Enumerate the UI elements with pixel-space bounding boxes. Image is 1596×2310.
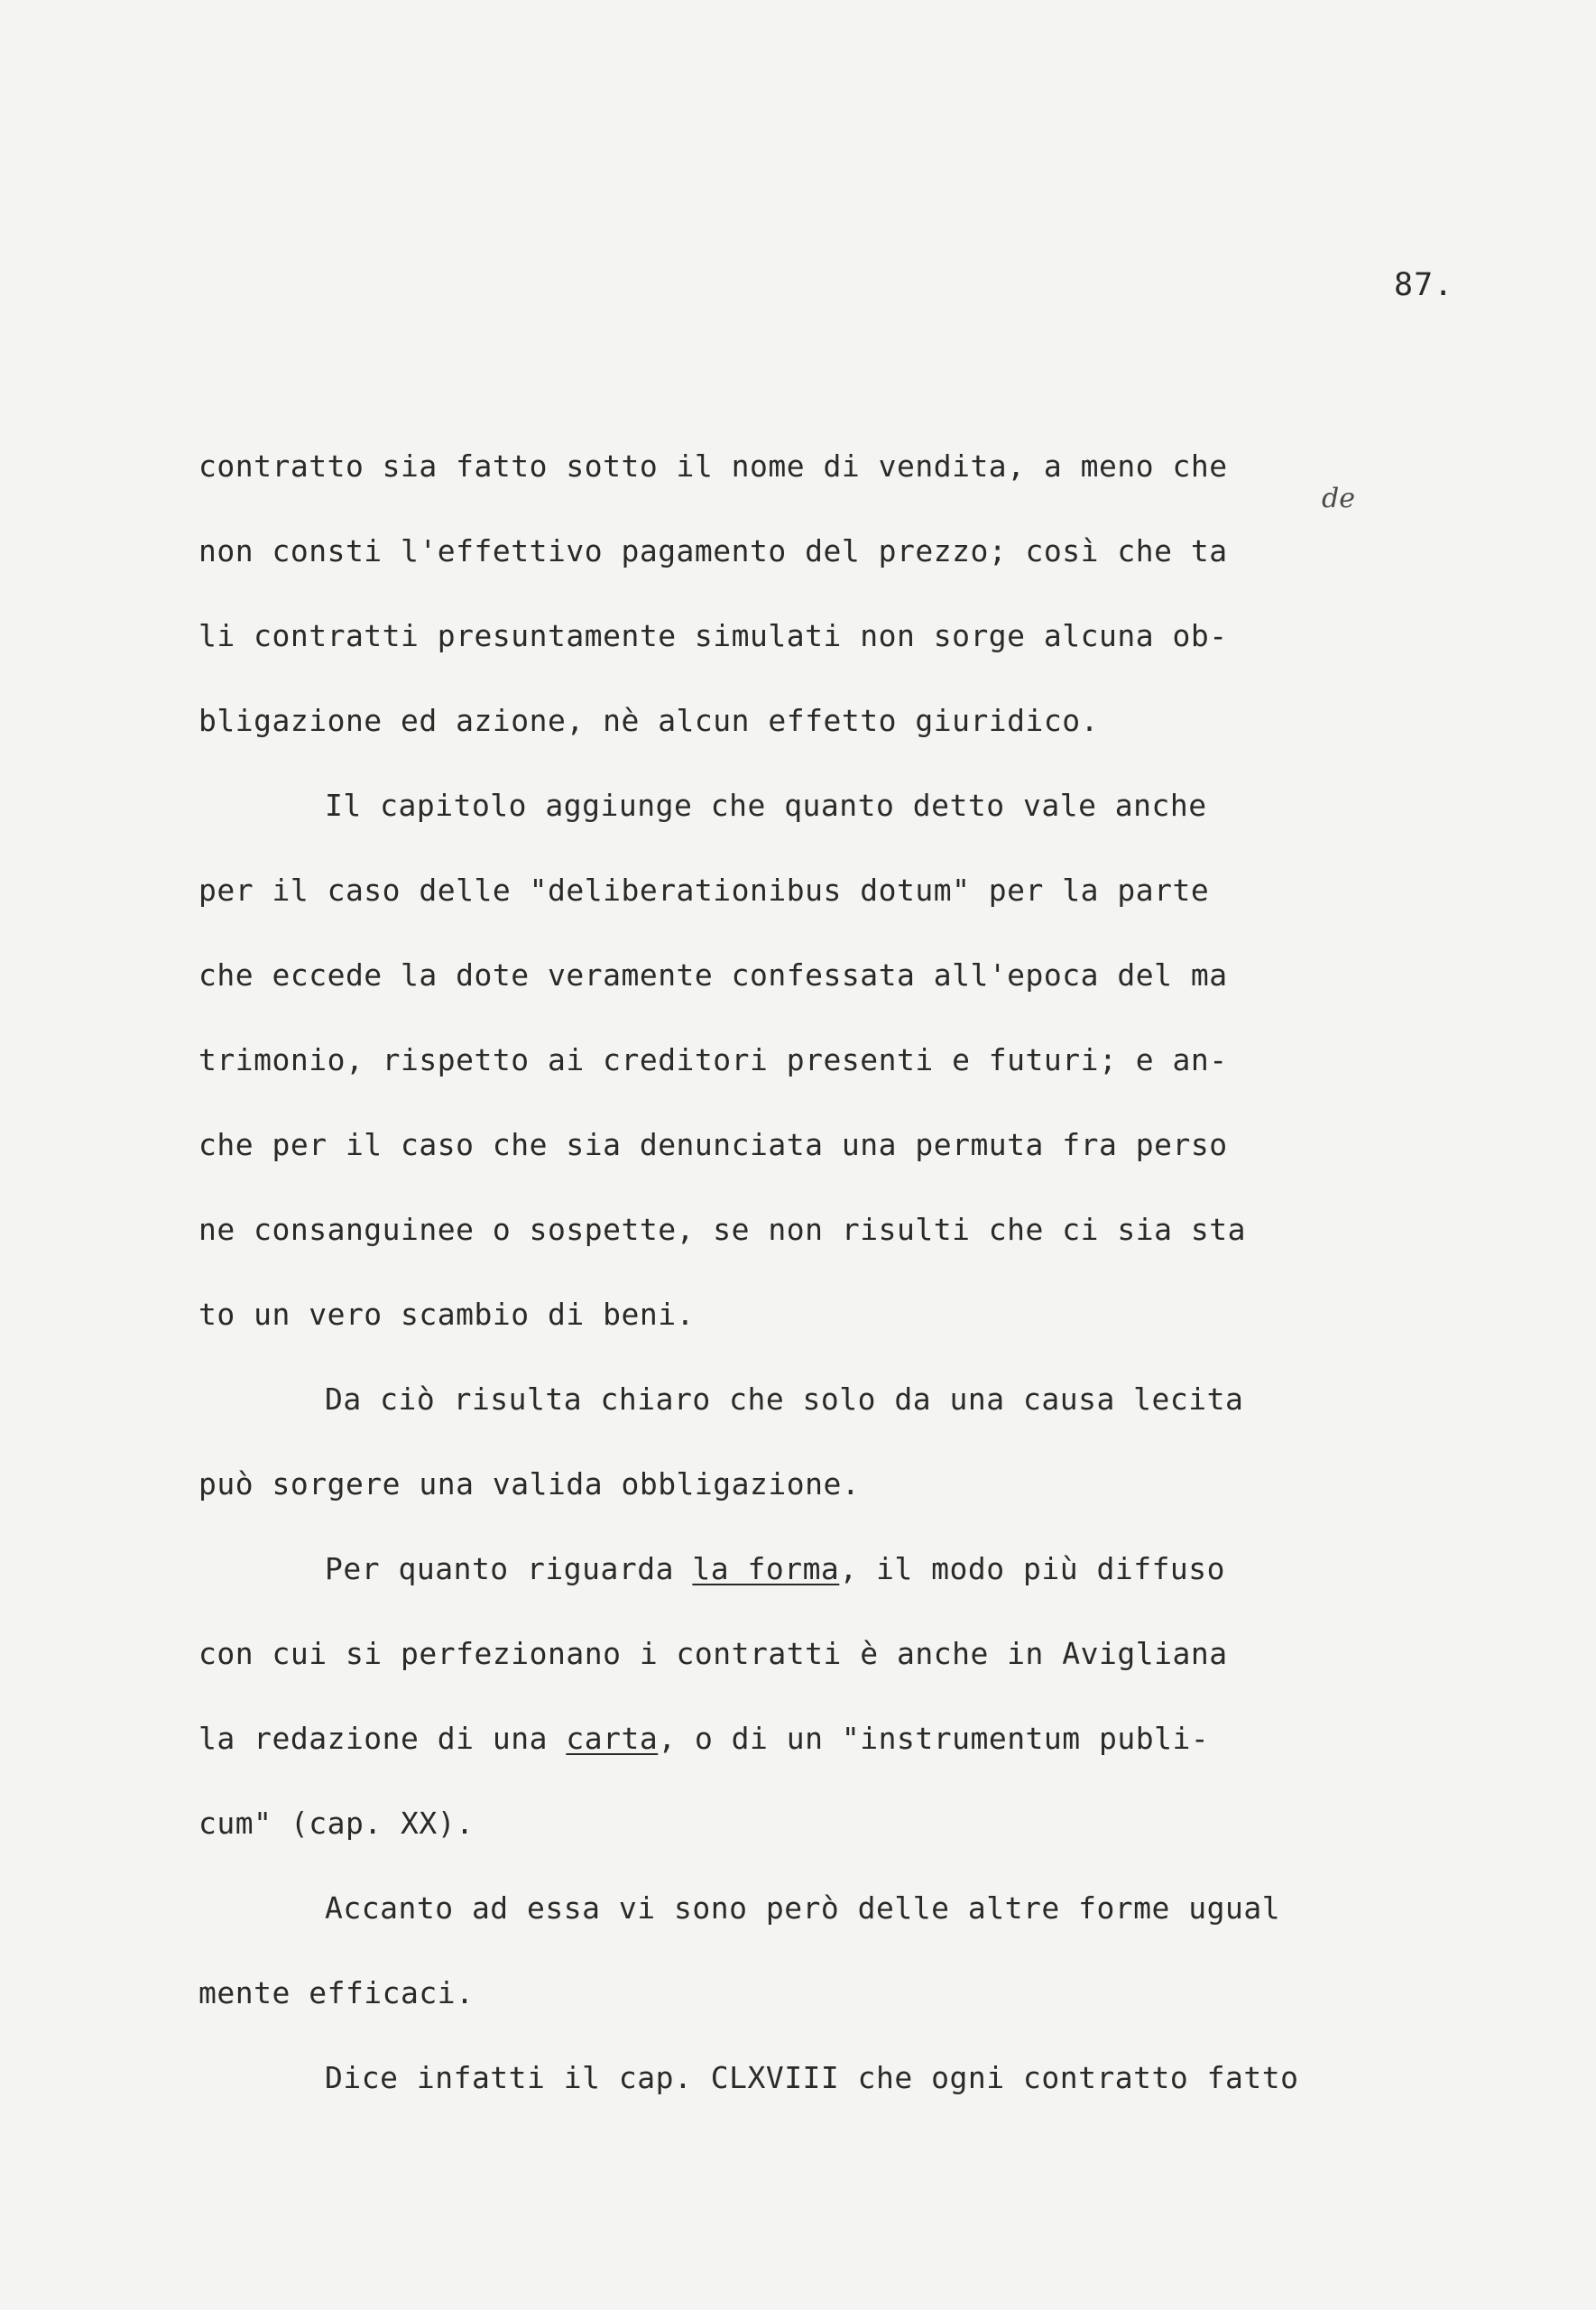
text-line: to un vero scambio di beni. (198, 1297, 695, 1332)
text-line: mente efficaci. (198, 1975, 475, 2010)
text-segment: la redazione di una (198, 1721, 567, 1756)
text-line: Il capitolo aggiunge che quanto detto vale anche (325, 788, 1207, 823)
page-number: 87. (1394, 267, 1454, 303)
underlined-term: carta (566, 1721, 659, 1756)
text-line (198, 1696, 1480, 1781)
text-line: che eccede la dote veramente confessata all'epoca del ma (198, 957, 1228, 993)
text-line: Dice infatti il cap. CLXVIII che ogni contratto fatto (325, 2060, 1299, 2095)
text-segment: , il modo più diffuso (839, 1551, 1226, 1586)
text-line: li contratti presuntamente simulati non sorge alcuna ob- (198, 618, 1228, 653)
text-line (198, 1527, 1480, 1612)
text-segment: Per quanto riguarda (325, 1551, 693, 1586)
body-text (198, 424, 1480, 2121)
text-line: non consti l'effettivo pagamento del prezzo; così che ta (198, 533, 1228, 568)
text-line: ne consanguinee o sospette, se non risulti che ci sia sta (198, 1212, 1246, 1247)
text-line: con cui si perfezionano i contratti è anche in Avigliana (198, 1636, 1228, 1671)
handwritten-annotation: de (1322, 483, 1355, 514)
text-line: per il caso delle "deliberationibus dotum" per la parte (198, 873, 1210, 908)
underlined-term: la forma (692, 1551, 840, 1586)
text-line: cum" (cap. XX). (198, 1806, 475, 1841)
text-line: che per il caso che sia denunciata una permuta fra perso (198, 1127, 1228, 1162)
text-line: bligazione ed azione, nè alcun effetto giuridico. (198, 703, 1100, 738)
text-segment: , o di un "instrumentum publi- (658, 1721, 1210, 1756)
text-line: Accanto ad essa vi sono però delle altre forme ugual (325, 1890, 1281, 1926)
text-line: trimonio, rispetto ai creditori presenti e futuri; e an- (198, 1042, 1228, 1077)
text-line: può sorgere una valida obbligazione. (198, 1466, 861, 1502)
text-line: contratto sia fatto sotto il nome di vendita, a meno che (198, 448, 1228, 484)
text-line: Da ciò risulta chiaro che solo da una causa lecita (325, 1381, 1244, 1417)
